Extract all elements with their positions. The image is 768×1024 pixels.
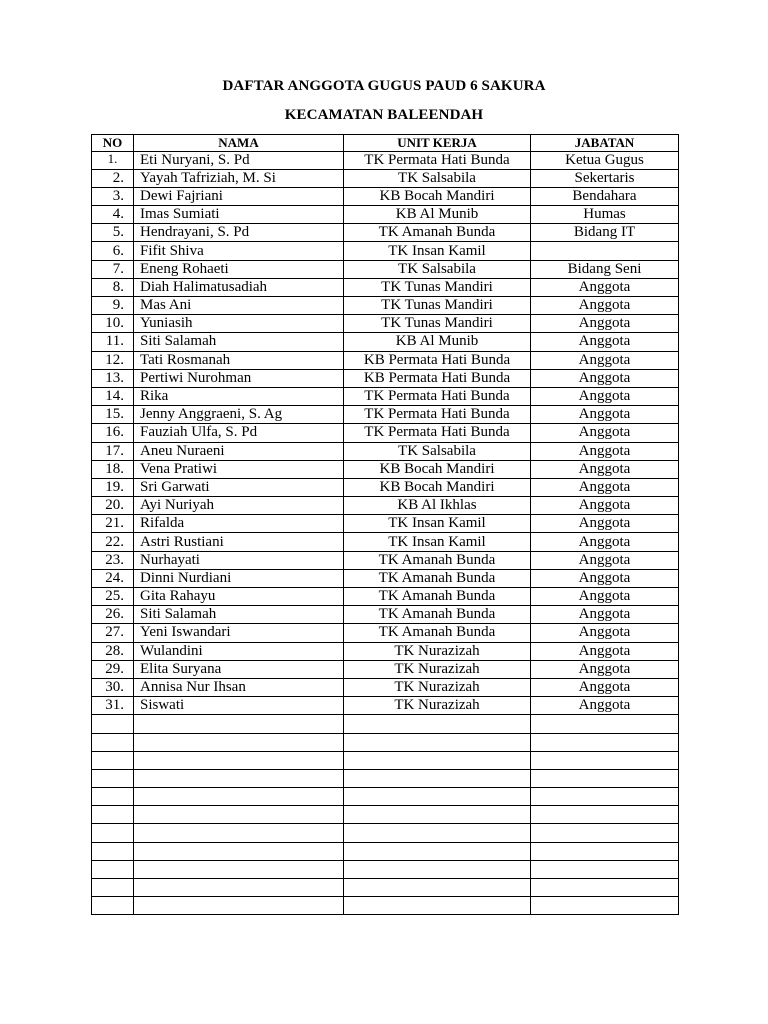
table-row bbox=[92, 497, 679, 515]
cell-no bbox=[92, 860, 134, 878]
cell-no bbox=[92, 733, 134, 751]
cell-nama: Gita Rahayu bbox=[134, 588, 344, 606]
table-row bbox=[92, 442, 679, 460]
table-row bbox=[92, 697, 679, 715]
cell-nama: Astri Rustiani bbox=[134, 533, 344, 551]
cell-no bbox=[92, 715, 134, 733]
table-row bbox=[92, 242, 679, 260]
cell-nama: Nurhayati bbox=[134, 551, 344, 569]
cell-nama: Diah Halimatusadiah bbox=[134, 278, 344, 296]
cell-unit-kerja: TK Insan Kamil bbox=[344, 242, 531, 260]
table-row bbox=[92, 806, 679, 824]
cell-unit-kerja: KB Al Ikhlas bbox=[344, 497, 531, 515]
cell-nama: Imas Sumiati bbox=[134, 206, 344, 224]
cell-no: 15. bbox=[92, 406, 134, 424]
cell-nama: Mas Ani bbox=[134, 297, 344, 315]
cell-unit-kerja: TK Nurazizah bbox=[344, 642, 531, 660]
cell-nama bbox=[134, 769, 344, 787]
cell-unit-kerja bbox=[344, 751, 531, 769]
cell-unit-kerja: TK Amanah Bunda bbox=[344, 569, 531, 587]
cell-nama bbox=[134, 860, 344, 878]
cell-jabatan: Anggota bbox=[531, 351, 679, 369]
cell-nama bbox=[134, 751, 344, 769]
cell-unit-kerja: KB Permata Hati Bunda bbox=[344, 369, 531, 387]
cell-unit-kerja: TK Tunas Mandiri bbox=[344, 278, 531, 296]
cell-jabatan: Anggota bbox=[531, 424, 679, 442]
cell-jabatan bbox=[531, 242, 679, 260]
cell-no: 28. bbox=[92, 642, 134, 660]
cell-no: 2. bbox=[92, 169, 134, 187]
cell-no: 25. bbox=[92, 588, 134, 606]
cell-no bbox=[92, 769, 134, 787]
cell-jabatan: Anggota bbox=[531, 406, 679, 424]
table-row bbox=[92, 715, 679, 733]
table-row bbox=[92, 424, 679, 442]
cell-jabatan: Anggota bbox=[531, 660, 679, 678]
cell-unit-kerja: TK Tunas Mandiri bbox=[344, 315, 531, 333]
cell-jabatan: Anggota bbox=[531, 551, 679, 569]
cell-no: 22. bbox=[92, 533, 134, 551]
cell-jabatan: Anggota bbox=[531, 533, 679, 551]
table-row bbox=[92, 860, 679, 878]
cell-nama bbox=[134, 733, 344, 751]
cell-jabatan: Anggota bbox=[531, 387, 679, 405]
table-row bbox=[92, 515, 679, 533]
cell-unit-kerja: TK Tunas Mandiri bbox=[344, 297, 531, 315]
cell-jabatan: Bidang Seni bbox=[531, 260, 679, 278]
cell-unit-kerja bbox=[344, 879, 531, 897]
column-header-jabatan: JABATAN bbox=[531, 135, 679, 152]
cell-unit-kerja: TK Amanah Bunda bbox=[344, 551, 531, 569]
table-row bbox=[92, 588, 679, 606]
cell-no bbox=[92, 824, 134, 842]
table-row bbox=[92, 187, 679, 205]
cell-unit-kerja: TK Salsabila bbox=[344, 442, 531, 460]
cell-no: 23. bbox=[92, 551, 134, 569]
table-row bbox=[92, 678, 679, 696]
cell-no: 11. bbox=[92, 333, 134, 351]
cell-jabatan bbox=[531, 733, 679, 751]
cell-jabatan: Anggota bbox=[531, 297, 679, 315]
table-row bbox=[92, 660, 679, 678]
cell-nama: Yeni Iswandari bbox=[134, 624, 344, 642]
cell-unit-kerja: KB Al Munib bbox=[344, 333, 531, 351]
document-title: DAFTAR ANGGOTA GUGUS PAUD 6 SAKURA bbox=[222, 78, 546, 94]
cell-nama bbox=[134, 879, 344, 897]
cell-nama bbox=[134, 788, 344, 806]
table-row bbox=[92, 842, 679, 860]
cell-unit-kerja: TK Amanah Bunda bbox=[344, 606, 531, 624]
cell-unit-kerja bbox=[344, 715, 531, 733]
cell-jabatan: Bendahara bbox=[531, 187, 679, 205]
cell-nama: Yayah Tafriziah, M. Si bbox=[134, 169, 344, 187]
cell-jabatan: Anggota bbox=[531, 442, 679, 460]
cell-nama: Dewi Fajriani bbox=[134, 187, 344, 205]
cell-jabatan: Anggota bbox=[531, 678, 679, 696]
cell-nama: Hendrayani, S. Pd bbox=[134, 224, 344, 242]
cell-no: 13. bbox=[92, 369, 134, 387]
cell-unit-kerja: KB Bocah Mandiri bbox=[344, 187, 531, 205]
document-subtitle: KECAMATAN BALEENDAH bbox=[284, 107, 484, 123]
cell-unit-kerja bbox=[344, 769, 531, 787]
cell-no: 30. bbox=[92, 678, 134, 696]
cell-no: 5. bbox=[92, 224, 134, 242]
cell-jabatan: Humas bbox=[531, 206, 679, 224]
cell-unit-kerja: TK Amanah Bunda bbox=[344, 624, 531, 642]
cell-nama: Vena Pratiwi bbox=[134, 460, 344, 478]
table-row bbox=[92, 533, 679, 551]
cell-no: 17. bbox=[92, 442, 134, 460]
table-row bbox=[92, 788, 679, 806]
cell-nama: Jenny Anggraeni, S. Ag bbox=[134, 406, 344, 424]
column-header-unit-kerja: UNIT KERJA bbox=[344, 135, 531, 152]
cell-unit-kerja: TK Insan Kamil bbox=[344, 533, 531, 551]
table-row bbox=[92, 879, 679, 897]
cell-nama: Siswati bbox=[134, 697, 344, 715]
table-row bbox=[92, 624, 679, 642]
cell-no: 1. bbox=[92, 151, 134, 169]
cell-no: 29. bbox=[92, 660, 134, 678]
table-row bbox=[92, 206, 679, 224]
cell-no: 31. bbox=[92, 697, 134, 715]
table-row bbox=[92, 260, 679, 278]
cell-no: 4. bbox=[92, 206, 134, 224]
cell-no bbox=[92, 842, 134, 860]
cell-jabatan: Anggota bbox=[531, 460, 679, 478]
cell-no: 6. bbox=[92, 242, 134, 260]
table-row bbox=[92, 169, 679, 187]
cell-nama: Wulandini bbox=[134, 642, 344, 660]
table-row bbox=[92, 151, 679, 169]
cell-nama: Yuniasih bbox=[134, 315, 344, 333]
cell-jabatan: Anggota bbox=[531, 624, 679, 642]
cell-nama: Siti Salamah bbox=[134, 333, 344, 351]
cell-jabatan: Ketua Gugus bbox=[531, 151, 679, 169]
cell-nama: Aneu Nuraeni bbox=[134, 442, 344, 460]
cell-nama: Eti Nuryani, S. Pd bbox=[134, 151, 344, 169]
cell-unit-kerja: TK Amanah Bunda bbox=[344, 224, 531, 242]
cell-no: 8. bbox=[92, 278, 134, 296]
table-row bbox=[92, 642, 679, 660]
cell-unit-kerja: TK Permata Hati Bunda bbox=[344, 424, 531, 442]
column-header-nama: NAMA bbox=[134, 135, 344, 152]
cell-unit-kerja bbox=[344, 788, 531, 806]
cell-nama: Ayi Nuriyah bbox=[134, 497, 344, 515]
cell-unit-kerja bbox=[344, 806, 531, 824]
cell-nama: Tati Rosmanah bbox=[134, 351, 344, 369]
cell-jabatan: Anggota bbox=[531, 478, 679, 496]
cell-unit-kerja: TK Nurazizah bbox=[344, 660, 531, 678]
cell-jabatan: Anggota bbox=[531, 588, 679, 606]
table-row bbox=[92, 315, 679, 333]
cell-no: 3. bbox=[92, 187, 134, 205]
cell-nama: Fifit Shiva bbox=[134, 242, 344, 260]
cell-no: 12. bbox=[92, 351, 134, 369]
cell-no bbox=[92, 788, 134, 806]
cell-unit-kerja: TK Salsabila bbox=[344, 169, 531, 187]
cell-no: 26. bbox=[92, 606, 134, 624]
cell-unit-kerja bbox=[344, 897, 531, 915]
cell-jabatan bbox=[531, 769, 679, 787]
cell-no: 10. bbox=[92, 315, 134, 333]
cell-jabatan bbox=[531, 824, 679, 842]
cell-jabatan: Anggota bbox=[531, 315, 679, 333]
cell-unit-kerja: KB Permata Hati Bunda bbox=[344, 351, 531, 369]
cell-unit-kerja: TK Salsabila bbox=[344, 260, 531, 278]
table-row bbox=[92, 369, 679, 387]
cell-unit-kerja bbox=[344, 733, 531, 751]
cell-unit-kerja: KB Bocah Mandiri bbox=[344, 460, 531, 478]
cell-jabatan: Bidang IT bbox=[531, 224, 679, 242]
cell-jabatan: Anggota bbox=[531, 569, 679, 587]
table-row bbox=[92, 478, 679, 496]
cell-no: 16. bbox=[92, 424, 134, 442]
cell-unit-kerja: TK Permata Hati Bunda bbox=[344, 151, 531, 169]
cell-jabatan: Anggota bbox=[531, 642, 679, 660]
table-header-row bbox=[92, 135, 679, 152]
cell-jabatan bbox=[531, 806, 679, 824]
cell-no: 27. bbox=[92, 624, 134, 642]
cell-jabatan: Anggota bbox=[531, 606, 679, 624]
cell-no bbox=[92, 897, 134, 915]
cell-unit-kerja: TK Insan Kamil bbox=[344, 515, 531, 533]
cell-nama: Eneng Rohaeti bbox=[134, 260, 344, 278]
cell-nama: Sri Garwati bbox=[134, 478, 344, 496]
table-row bbox=[92, 733, 679, 751]
cell-nama bbox=[134, 824, 344, 842]
cell-jabatan: Sekertaris bbox=[531, 169, 679, 187]
cell-nama: Siti Salamah bbox=[134, 606, 344, 624]
table-row bbox=[92, 406, 679, 424]
cell-jabatan bbox=[531, 788, 679, 806]
cell-unit-kerja: TK Permata Hati Bunda bbox=[344, 406, 531, 424]
table-row bbox=[92, 569, 679, 587]
cell-unit-kerja: KB Al Munib bbox=[344, 206, 531, 224]
cell-no: 21. bbox=[92, 515, 134, 533]
cell-nama bbox=[134, 842, 344, 860]
cell-jabatan bbox=[531, 751, 679, 769]
cell-jabatan bbox=[531, 842, 679, 860]
table-row bbox=[92, 897, 679, 915]
cell-jabatan: Anggota bbox=[531, 497, 679, 515]
cell-nama bbox=[134, 715, 344, 733]
cell-nama: Annisa Nur Ihsan bbox=[134, 678, 344, 696]
cell-nama: Pertiwi Nurohman bbox=[134, 369, 344, 387]
cell-nama bbox=[134, 806, 344, 824]
cell-unit-kerja: TK Amanah Bunda bbox=[344, 588, 531, 606]
cell-nama: Rika bbox=[134, 387, 344, 405]
cell-nama bbox=[134, 897, 344, 915]
cell-no: 9. bbox=[92, 297, 134, 315]
table-row bbox=[92, 351, 679, 369]
table-row bbox=[92, 824, 679, 842]
cell-no: 24. bbox=[92, 569, 134, 587]
table-row bbox=[92, 769, 679, 787]
cell-jabatan: Anggota bbox=[531, 369, 679, 387]
cell-no: 18. bbox=[92, 460, 134, 478]
cell-unit-kerja: TK Nurazizah bbox=[344, 697, 531, 715]
cell-jabatan: Anggota bbox=[531, 333, 679, 351]
cell-unit-kerja: TK Nurazizah bbox=[344, 678, 531, 696]
cell-no bbox=[92, 879, 134, 897]
cell-jabatan: Anggota bbox=[531, 278, 679, 296]
cell-unit-kerja: KB Bocah Mandiri bbox=[344, 478, 531, 496]
cell-jabatan bbox=[531, 860, 679, 878]
table-row bbox=[92, 751, 679, 769]
cell-nama: Elita Suryana bbox=[134, 660, 344, 678]
member-table bbox=[91, 134, 679, 915]
cell-jabatan: Anggota bbox=[531, 697, 679, 715]
table-row bbox=[92, 297, 679, 315]
cell-no: 19. bbox=[92, 478, 134, 496]
cell-nama: Rifalda bbox=[134, 515, 344, 533]
table-row bbox=[92, 551, 679, 569]
cell-no: 14. bbox=[92, 387, 134, 405]
cell-jabatan bbox=[531, 715, 679, 733]
cell-jabatan: Anggota bbox=[531, 515, 679, 533]
cell-no: 20. bbox=[92, 497, 134, 515]
cell-unit-kerja: TK Permata Hati Bunda bbox=[344, 387, 531, 405]
cell-no bbox=[92, 751, 134, 769]
cell-unit-kerja bbox=[344, 824, 531, 842]
cell-no bbox=[92, 806, 134, 824]
table-row bbox=[92, 333, 679, 351]
cell-nama: Dinni Nurdiani bbox=[134, 569, 344, 587]
table-row bbox=[92, 224, 679, 242]
table-row bbox=[92, 387, 679, 405]
cell-jabatan bbox=[531, 897, 679, 915]
table-row bbox=[92, 606, 679, 624]
cell-nama: Fauziah Ulfa, S. Pd bbox=[134, 424, 344, 442]
cell-jabatan bbox=[531, 879, 679, 897]
table-row bbox=[92, 278, 679, 296]
cell-unit-kerja bbox=[344, 860, 531, 878]
cell-unit-kerja bbox=[344, 842, 531, 860]
column-header-no: NO bbox=[92, 135, 134, 152]
table-row bbox=[92, 460, 679, 478]
cell-no: 7. bbox=[92, 260, 134, 278]
